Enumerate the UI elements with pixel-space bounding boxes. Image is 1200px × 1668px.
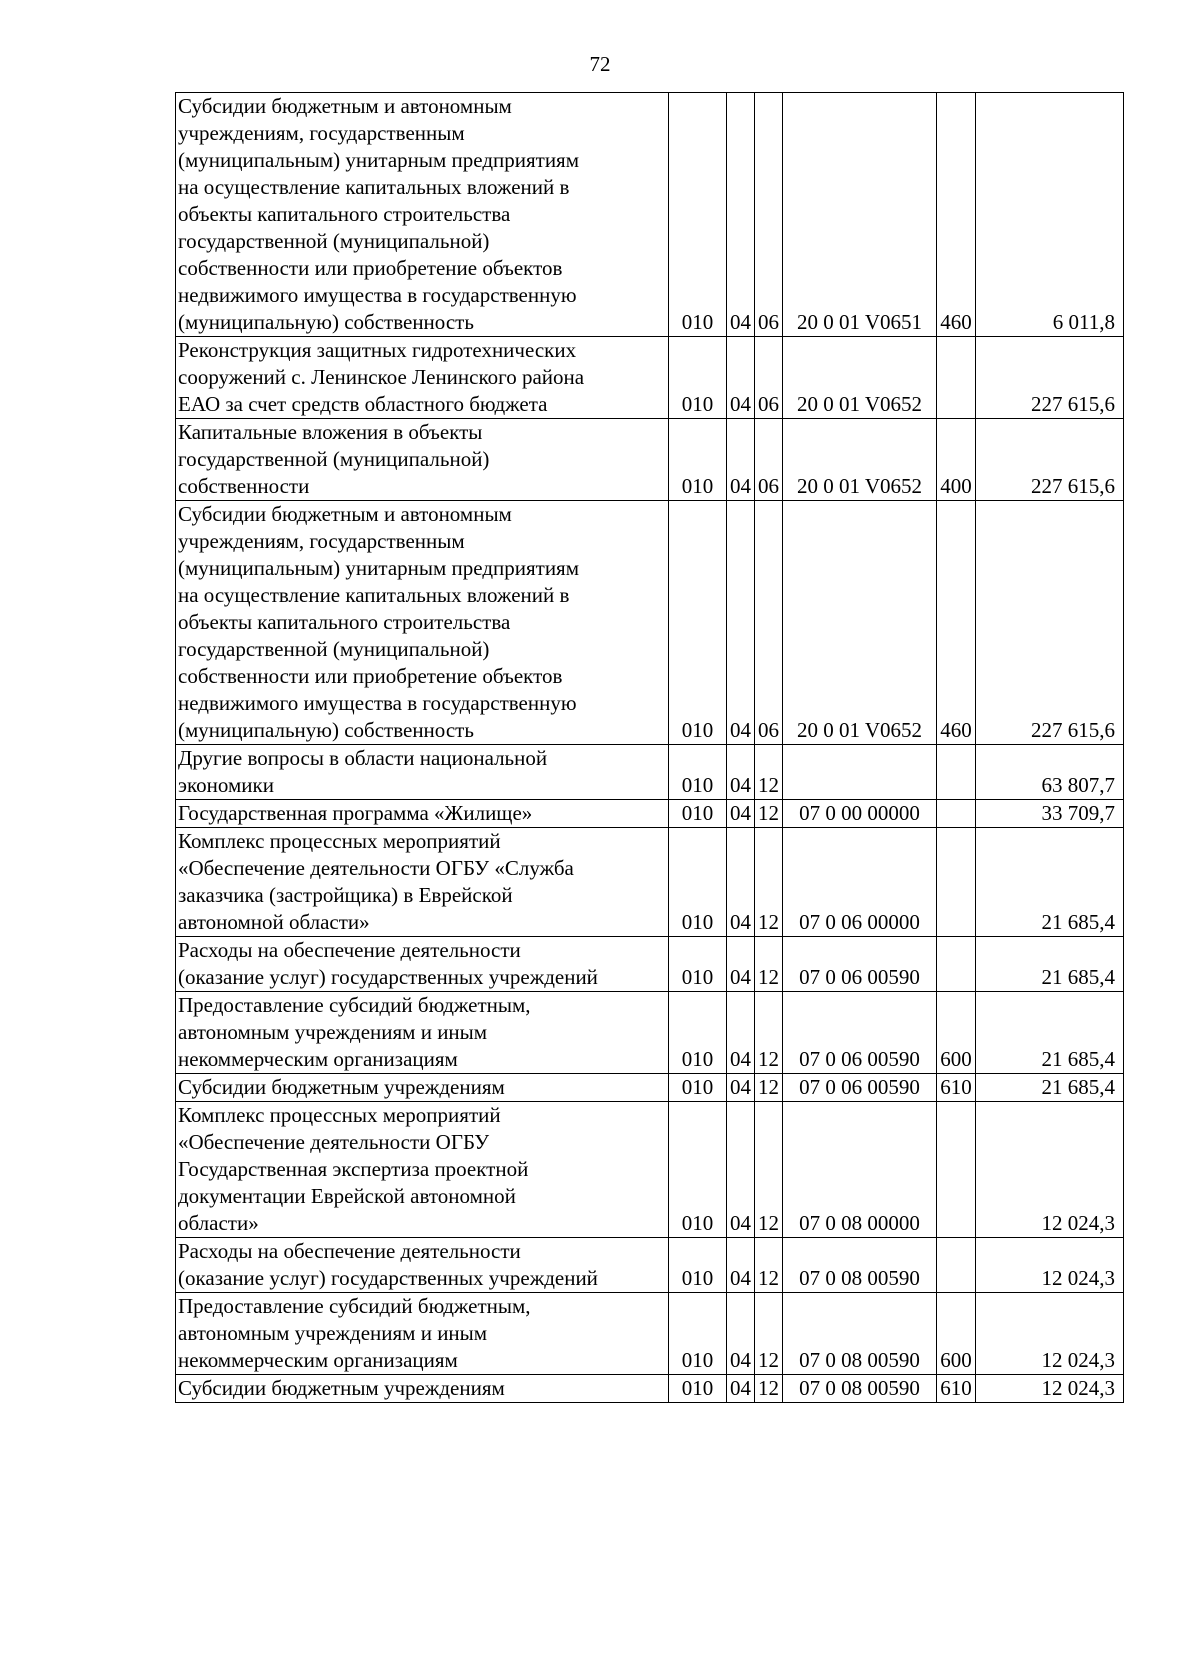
subsection-code-cell: 12 — [755, 992, 783, 1074]
item-name-line: (муниципальную) собственность — [178, 310, 474, 334]
target-article-cell: 07 0 06 00590 — [783, 992, 937, 1074]
ministry-code-cell: 010 — [669, 937, 727, 992]
target-article-cell: 07 0 08 00590 — [783, 1293, 937, 1375]
ministry-code-cell: 010 — [669, 828, 727, 937]
item-name-cell — [176, 800, 669, 828]
expense-type-cell — [937, 800, 976, 828]
expense-type-cell — [937, 937, 976, 992]
item-name-line: автономным учреждениям и иным — [178, 1020, 488, 1044]
expense-type-cell: 600 — [937, 992, 976, 1074]
target-article-cell: 07 0 06 00590 — [783, 937, 937, 992]
table-row — [176, 745, 1124, 800]
section-code-cell: 04 — [727, 1102, 755, 1238]
amount-cell: 12 024,3 — [976, 1375, 1124, 1403]
item-name-line: «Обеспечение деятельности ОГБУ — [178, 1130, 490, 1154]
subsection-code-cell: 12 — [755, 1293, 783, 1375]
item-name-cell — [176, 745, 669, 800]
amount-cell: 21 685,4 — [976, 1074, 1124, 1102]
amount-cell: 21 685,4 — [976, 828, 1124, 937]
item-name-line: экономики — [178, 773, 274, 797]
target-article-cell: 07 0 00 00000 — [783, 800, 937, 828]
target-article-cell: 07 0 08 00000 — [783, 1102, 937, 1238]
item-name-line: Комплекс процессных мероприятий — [178, 1103, 501, 1127]
ministry-code-cell: 010 — [669, 800, 727, 828]
table-row — [176, 1375, 1124, 1403]
section-code-cell: 04 — [727, 501, 755, 745]
item-name-line: недвижимого имущества в государственную — [178, 691, 577, 715]
table-row — [176, 1238, 1124, 1293]
item-name-line: ЕАО за счет средств областного бюджета — [178, 392, 548, 416]
amount-cell: 12 024,3 — [976, 1238, 1124, 1293]
section-code-cell: 04 — [727, 337, 755, 419]
item-name-line: учреждениям, государственным — [178, 529, 465, 553]
expense-type-cell — [937, 1102, 976, 1238]
table-row — [176, 828, 1124, 937]
item-name-line: объекты капитального строительства — [178, 202, 511, 226]
ministry-code-cell: 010 — [669, 1293, 727, 1375]
item-name-cell — [176, 1293, 669, 1375]
item-name-line: Другие вопросы в области национальной — [178, 746, 548, 770]
ministry-code-cell: 010 — [669, 1102, 727, 1238]
item-name-cell — [176, 501, 669, 745]
section-code-cell: 04 — [727, 937, 755, 992]
item-name-line: Государственная экспертиза проектной — [178, 1157, 529, 1181]
expense-type-cell: 610 — [937, 1375, 976, 1403]
subsection-code-cell: 06 — [755, 337, 783, 419]
target-article-cell: 07 0 08 00590 — [783, 1238, 937, 1293]
target-article-cell: 07 0 06 00590 — [783, 1074, 937, 1102]
item-name-line: некоммерческим организациям — [178, 1047, 458, 1071]
item-name-cell — [176, 419, 669, 501]
item-name-cell — [176, 337, 669, 419]
table-row — [176, 337, 1124, 419]
item-name-line: Расходы на обеспечение деятельности — [178, 938, 521, 962]
section-code-cell: 04 — [727, 992, 755, 1074]
amount-cell: 12 024,3 — [976, 1102, 1124, 1238]
section-code-cell: 04 — [727, 800, 755, 828]
item-name-line: собственности или приобретение объектов — [178, 664, 563, 688]
target-article-cell: 20 0 01 V0652 — [783, 337, 937, 419]
target-article-cell: 20 0 01 V0652 — [783, 501, 937, 745]
subsection-code-cell: 12 — [755, 1074, 783, 1102]
subsection-code-cell: 06 — [755, 419, 783, 501]
item-name-line: государственной (муниципальной) — [178, 637, 490, 661]
target-article-cell: 07 0 06 00000 — [783, 828, 937, 937]
ministry-code-cell: 010 — [669, 501, 727, 745]
subsection-code-cell: 12 — [755, 937, 783, 992]
item-name-line: объекты капитального строительства — [178, 610, 511, 634]
budget-table — [175, 92, 1124, 1403]
item-name-line: (муниципальную) собственность — [178, 718, 474, 742]
item-name-line: сооружений с. Ленинское Ленинского района — [178, 365, 585, 389]
item-name-line: Субсидии бюджетным и автономным — [178, 502, 512, 526]
item-name-line: Реконструкция защитных гидротехнических — [178, 338, 577, 362]
ministry-code-cell: 010 — [669, 1238, 727, 1293]
item-name-line: (оказание услуг) государственных учреждений — [178, 965, 598, 989]
item-name-line: (муниципальным) унитарным предприятиям — [178, 148, 579, 172]
item-name-line: автономной области» — [178, 910, 370, 934]
amount-cell: 21 685,4 — [976, 992, 1124, 1074]
item-name-line: Расходы на обеспечение деятельности — [178, 1239, 521, 1263]
item-name-cell — [176, 828, 669, 937]
amount-cell: 227 615,6 — [976, 419, 1124, 501]
section-code-cell: 04 — [727, 1375, 755, 1403]
ministry-code-cell: 010 — [669, 992, 727, 1074]
table-row — [176, 93, 1124, 337]
ministry-code-cell: 010 — [669, 93, 727, 337]
item-name-line: документации Еврейской автономной — [178, 1184, 516, 1208]
subsection-code-cell: 12 — [755, 1102, 783, 1238]
item-name-line: области» — [178, 1211, 259, 1235]
item-name-line: государственной (муниципальной) — [178, 229, 490, 253]
item-name-line: Государственная программа «Жилище» — [178, 801, 533, 825]
table-row — [176, 800, 1124, 828]
target-article-cell: 07 0 08 00590 — [783, 1375, 937, 1403]
item-name-line: (муниципальным) унитарным предприятиям — [178, 556, 579, 580]
item-name-line: на осуществление капитальных вложений в — [178, 583, 570, 607]
item-name-line: Субсидии бюджетным учреждениям — [178, 1075, 505, 1099]
subsection-code-cell: 12 — [755, 1375, 783, 1403]
expense-type-cell: 460 — [937, 93, 976, 337]
table-row — [176, 992, 1124, 1074]
expense-type-cell: 400 — [937, 419, 976, 501]
subsection-code-cell: 12 — [755, 745, 783, 800]
subsection-code-cell: 12 — [755, 828, 783, 937]
amount-cell: 63 807,7 — [976, 745, 1124, 800]
section-code-cell: 04 — [727, 1293, 755, 1375]
table-row — [176, 419, 1124, 501]
item-name-cell — [176, 992, 669, 1074]
subsection-code-cell: 12 — [755, 1238, 783, 1293]
item-name-cell — [176, 937, 669, 992]
expense-type-cell: 610 — [937, 1074, 976, 1102]
subsection-code-cell: 06 — [755, 501, 783, 745]
item-name-line: Капитальные вложения в объекты — [178, 420, 483, 444]
item-name-line: (оказание услуг) государственных учреждений — [178, 1266, 598, 1290]
subsection-code-cell: 12 — [755, 800, 783, 828]
section-code-cell: 04 — [727, 1074, 755, 1102]
section-code-cell: 04 — [727, 1238, 755, 1293]
budget-table-body — [176, 93, 1124, 1403]
amount-cell: 227 615,6 — [976, 337, 1124, 419]
item-name-line: Субсидии бюджетным учреждениям — [178, 1376, 505, 1400]
expense-type-cell — [937, 828, 976, 937]
item-name-line: Субсидии бюджетным и автономным — [178, 94, 512, 118]
ministry-code-cell: 010 — [669, 419, 727, 501]
item-name-line: Комплекс процессных мероприятий — [178, 829, 501, 853]
table-row — [176, 937, 1124, 992]
ministry-code-cell: 010 — [669, 1375, 727, 1403]
item-name-cell — [176, 93, 669, 337]
target-article-cell: 20 0 01 V0652 — [783, 419, 937, 501]
target-article-cell: 20 0 01 V0651 — [783, 93, 937, 337]
item-name-line: некоммерческим организациям — [178, 1348, 458, 1372]
target-article-cell — [783, 745, 937, 800]
item-name-cell — [176, 1238, 669, 1293]
expense-type-cell: 460 — [937, 501, 976, 745]
section-code-cell: 04 — [727, 93, 755, 337]
item-name-line: учреждениям, государственным — [178, 121, 465, 145]
amount-cell: 6 011,8 — [976, 93, 1124, 337]
amount-cell: 12 024,3 — [976, 1293, 1124, 1375]
ministry-code-cell: 010 — [669, 1074, 727, 1102]
expense-type-cell — [937, 337, 976, 419]
item-name-line: собственности — [178, 474, 310, 498]
ministry-code-cell: 010 — [669, 337, 727, 419]
table-row — [176, 501, 1124, 745]
section-code-cell: 04 — [727, 419, 755, 501]
item-name-line: заказчика (застройщика) в Еврейской — [178, 883, 513, 907]
item-name-cell — [176, 1102, 669, 1238]
item-name-cell — [176, 1074, 669, 1102]
expense-type-cell — [937, 745, 976, 800]
item-name-line: на осуществление капитальных вложений в — [178, 175, 570, 199]
expense-type-cell: 600 — [937, 1293, 976, 1375]
expense-type-cell — [937, 1238, 976, 1293]
table-row — [176, 1074, 1124, 1102]
item-name-line: «Обеспечение деятельности ОГБУ «Служба — [178, 856, 574, 880]
item-name-line: собственности или приобретение объектов — [178, 256, 563, 280]
table-row — [176, 1102, 1124, 1238]
amount-cell: 21 685,4 — [976, 937, 1124, 992]
item-name-line: государственной (муниципальной) — [178, 447, 490, 471]
table-row — [176, 1293, 1124, 1375]
section-code-cell: 04 — [727, 828, 755, 937]
item-name-line: автономным учреждениям и иным — [178, 1321, 488, 1345]
section-code-cell: 04 — [727, 745, 755, 800]
amount-cell: 227 615,6 — [976, 501, 1124, 745]
item-name-line: недвижимого имущества в государственную — [178, 283, 577, 307]
page-number: 72 — [589, 52, 611, 76]
ministry-code-cell: 010 — [669, 745, 727, 800]
item-name-cell — [176, 1375, 669, 1403]
amount-cell: 33 709,7 — [976, 800, 1124, 828]
item-name-line: Предоставление субсидий бюджетным, — [178, 993, 531, 1017]
subsection-code-cell: 06 — [755, 93, 783, 337]
item-name-line: Предоставление субсидий бюджетным, — [178, 1294, 531, 1318]
